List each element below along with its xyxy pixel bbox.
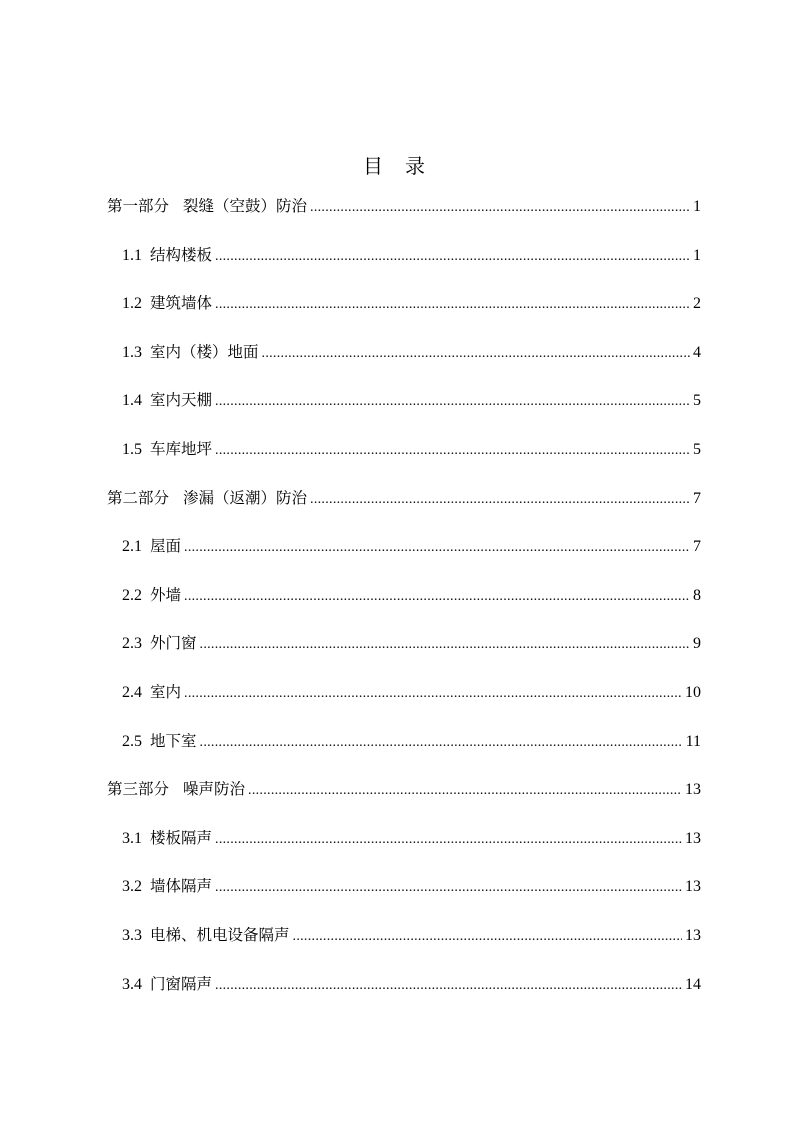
- dot-leader: [215, 246, 690, 268]
- toc-entry-page: 11: [685, 732, 701, 750]
- dot-leader: [184, 586, 690, 608]
- toc-entry-page: 13: [685, 878, 701, 896]
- toc-entry[interactable]: [122, 341, 701, 363]
- toc-entry-number: 第三部分: [107, 780, 170, 799]
- toc-entry[interactable]: [107, 778, 701, 800]
- toc-entry-label: 外墙: [150, 585, 182, 604]
- toc-entry[interactable]: [122, 632, 701, 654]
- toc-entry[interactable]: [122, 875, 701, 897]
- toc-entry-number: 第二部分: [107, 488, 170, 507]
- toc-entry-page: 14: [685, 975, 701, 993]
- toc-entry-page: 9: [693, 635, 701, 653]
- toc-entry-page: 13: [685, 927, 701, 944]
- toc-entry-number: 2.3: [122, 635, 142, 653]
- toc-entry-number: 2.5: [122, 732, 142, 750]
- dot-leader: [184, 683, 682, 705]
- toc-entry-label: 建筑墙体: [150, 294, 213, 313]
- toc-entry-label: 室内: [150, 683, 182, 701]
- dot-leader: [215, 975, 682, 997]
- toc-entry-number: 3.4: [122, 975, 142, 993]
- dot-leader: [215, 391, 690, 413]
- toc-entry-number: 1.1: [122, 246, 142, 264]
- toc-entry[interactable]: [122, 973, 701, 995]
- toc-entry[interactable]: [122, 827, 701, 849]
- toc-entry-label: 门窗隔声: [150, 974, 213, 993]
- toc-entry-label: 室内（楼）地面: [150, 342, 259, 361]
- toc-entry-page: 2: [693, 295, 701, 313]
- toc-entry-label: 屋面: [150, 537, 182, 556]
- toc-entry-number: 2.1: [122, 538, 142, 556]
- toc-entry-label: 墙体隔声: [150, 877, 213, 896]
- dot-leader: [310, 489, 690, 511]
- toc-entry-label: 结构楼板: [150, 245, 213, 264]
- toc-entry[interactable]: [122, 535, 701, 557]
- toc-entry[interactable]: [122, 681, 701, 703]
- dot-leader: [262, 343, 690, 365]
- toc-entry-page: 4: [693, 343, 701, 361]
- dot-leader: [310, 197, 690, 219]
- dot-leader: [215, 877, 682, 899]
- toc-entry-page: 13: [685, 829, 701, 847]
- dot-leader: [215, 294, 690, 316]
- toc-entry-page: 1: [693, 246, 701, 264]
- dot-leader: [200, 732, 683, 754]
- toc-entry-page: 1: [693, 198, 701, 215]
- dot-leader: [293, 926, 682, 948]
- toc-entry-label: 楼板隔声: [150, 828, 213, 847]
- toc-entry-number: 1.3: [122, 343, 142, 361]
- toc-entry[interactable]: [122, 584, 701, 606]
- toc-entry-page: 5: [693, 441, 701, 458]
- toc-entry-number: 3.2: [122, 878, 142, 896]
- toc-entry-number: 1.5: [122, 441, 142, 458]
- toc-entry[interactable]: [122, 389, 701, 411]
- toc-entry[interactable]: [107, 487, 701, 509]
- dot-leader: [215, 440, 690, 462]
- toc-entry-number: 3.1: [122, 829, 142, 847]
- dot-leader: [184, 537, 690, 559]
- toc-entry-page: 13: [685, 781, 701, 799]
- toc-entry-label: 渗漏（返潮）防治: [183, 488, 308, 507]
- toc-entry-number: 2.4: [122, 684, 142, 701]
- dot-leader: [248, 780, 682, 802]
- toc-entry-label: 地下室: [150, 731, 197, 750]
- toc-entry-label: 电梯、机电设备隔声: [150, 926, 290, 944]
- toc-entry[interactable]: [122, 438, 701, 460]
- toc-entry-page: 5: [693, 392, 701, 410]
- toc-entry-number: 1.2: [122, 295, 142, 313]
- toc-entry-label: 车库地坪: [150, 440, 213, 458]
- toc-entry[interactable]: [122, 924, 701, 946]
- dot-leader: [215, 829, 682, 851]
- toc-entry-number: 3.3: [122, 927, 142, 944]
- toc-entry[interactable]: [122, 244, 701, 266]
- toc-entry-number: 1.4: [122, 392, 142, 410]
- dot-leader: [200, 634, 690, 656]
- toc-entry-label: 室内天棚: [150, 391, 213, 410]
- toc-entry-page: 8: [693, 586, 701, 604]
- toc-entry-label: 外门窗: [150, 634, 197, 653]
- toc-entry-page: 7: [693, 489, 701, 507]
- toc-entry-page: 7: [693, 538, 701, 556]
- toc-entry[interactable]: [107, 195, 701, 217]
- toc-entry-label: 噪声防治: [183, 780, 246, 799]
- toc-entry-page: 10: [685, 684, 701, 701]
- toc-entry[interactable]: [122, 292, 701, 314]
- toc-entry-label: 裂缝（空鼓）防治: [183, 197, 308, 215]
- toc-entry-number: 第一部分: [107, 197, 170, 215]
- toc-entry-number: 2.2: [122, 586, 142, 604]
- toc-title: 目录: [363, 154, 447, 178]
- toc-entry[interactable]: [122, 730, 701, 752]
